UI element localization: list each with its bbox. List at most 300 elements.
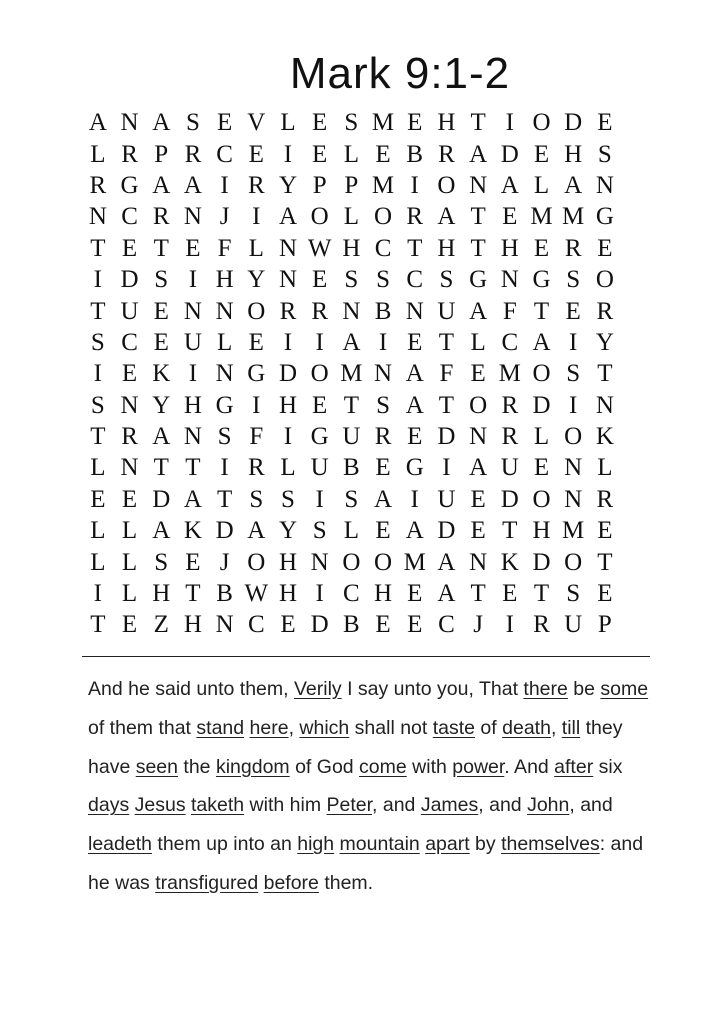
grid-cell[interactable]: A (437, 203, 456, 231)
grid-cell[interactable]: R (406, 203, 424, 231)
grid-cell[interactable]: T (90, 423, 106, 451)
grid-cell[interactable]: H (183, 391, 202, 419)
grid-cell[interactable]: M (403, 548, 426, 576)
grid-cell[interactable]: B (343, 454, 360, 482)
grid-cell[interactable]: I (505, 109, 514, 137)
grid-cell[interactable]: E (90, 485, 106, 513)
grid-cell[interactable]: R (311, 297, 328, 325)
grid-cell[interactable]: N (183, 423, 202, 451)
grid-cell[interactable]: L (90, 454, 106, 482)
grid-cell[interactable]: L (248, 234, 264, 262)
grid-cell[interactable]: L (216, 328, 233, 356)
grid-cell[interactable]: D (437, 517, 456, 545)
grid-cell[interactable]: S (439, 266, 454, 294)
grid-cell[interactable]: H (183, 611, 202, 639)
grid-cell[interactable]: C (374, 234, 392, 262)
grid-cell[interactable]: R (596, 297, 614, 325)
grid-cell[interactable]: L (533, 423, 550, 451)
grid-cell[interactable]: E (375, 611, 391, 639)
grid-cell[interactable]: L (533, 171, 550, 199)
grid-cell[interactable]: H (278, 580, 297, 608)
grid-cell[interactable]: E (502, 580, 518, 608)
grid-cell[interactable]: O (374, 548, 393, 576)
grid-cell[interactable]: S (566, 580, 581, 608)
grid-cell[interactable]: J (473, 611, 483, 639)
grid-cell[interactable]: S (566, 266, 581, 294)
grid-cell[interactable]: S (566, 360, 581, 388)
grid-cell[interactable]: N (342, 297, 361, 325)
grid-cell[interactable]: A (469, 140, 488, 168)
grid-cell[interactable]: G (532, 266, 551, 294)
grid-cell[interactable]: C (121, 328, 138, 356)
grid-cell[interactable]: S (185, 109, 200, 137)
grid-cell[interactable]: I (568, 328, 578, 356)
grid-cell[interactable]: R (438, 140, 455, 168)
grid-cell[interactable]: G (120, 171, 139, 199)
grid-cell[interactable]: E (248, 140, 264, 168)
grid-cell[interactable]: A (342, 328, 361, 356)
grid-cell[interactable]: A (152, 423, 171, 451)
grid-cell[interactable]: E (185, 548, 201, 576)
grid-cell[interactable]: C (438, 611, 455, 639)
grid-cell[interactable]: H (532, 517, 551, 545)
grid-cell[interactable]: D (310, 611, 329, 639)
grid-cell[interactable]: S (217, 423, 232, 451)
grid-cell[interactable]: A (405, 517, 424, 545)
grid-cell[interactable]: H (374, 580, 393, 608)
grid-cell[interactable]: T (185, 580, 201, 608)
grid-cell[interactable]: R (596, 485, 614, 513)
grid-cell[interactable]: I (93, 580, 102, 608)
grid-cell[interactable]: N (469, 171, 488, 199)
grid-cell[interactable]: T (407, 234, 423, 262)
grid-cell[interactable]: S (312, 517, 327, 545)
grid-cell[interactable]: A (437, 580, 456, 608)
grid-cell[interactable]: E (216, 109, 233, 137)
grid-cell[interactable]: S (90, 391, 105, 419)
grid-cell[interactable]: E (375, 517, 391, 545)
grid-cell[interactable]: N (215, 360, 234, 388)
grid-cell[interactable]: I (283, 328, 293, 356)
grid-cell[interactable]: D (152, 485, 171, 513)
grid-cell[interactable]: N (183, 203, 202, 231)
grid-cell[interactable]: E (470, 360, 486, 388)
grid-cell[interactable]: W (307, 234, 332, 262)
grid-cell[interactable]: E (597, 517, 613, 545)
grid-cell[interactable]: O (374, 203, 393, 231)
grid-cell[interactable]: S (90, 328, 105, 356)
grid-cell[interactable]: R (501, 423, 519, 451)
grid-row (82, 295, 652, 326)
grid-cell[interactable]: T (470, 580, 486, 608)
grid-cell[interactable]: O (532, 485, 551, 513)
grid-cell[interactable]: L (121, 548, 138, 576)
grid-cell[interactable]: M (371, 171, 395, 199)
grid-cell[interactable]: F (439, 360, 454, 388)
grid-cell[interactable]: N (595, 171, 614, 199)
grid-cell[interactable]: T (185, 454, 201, 482)
grid-cell[interactable]: W (244, 580, 269, 608)
grid-cell[interactable]: T (438, 391, 455, 419)
grid-cell[interactable]: A (88, 109, 107, 137)
grid-cell[interactable]: B (374, 297, 392, 325)
grid-cell[interactable]: H (215, 266, 234, 294)
grid-cell[interactable]: O (437, 171, 456, 199)
grid-cell[interactable]: T (533, 297, 550, 325)
grid-cell[interactable]: H (278, 548, 297, 576)
grid-cell[interactable]: Y (278, 517, 297, 545)
grid-cell[interactable]: A (469, 454, 488, 482)
grid-cell[interactable]: L (90, 548, 106, 576)
grid-cell[interactable]: M (340, 360, 363, 388)
grid-cell[interactable]: E (533, 234, 550, 262)
grid-cell[interactable]: O (564, 423, 583, 451)
grid-cell[interactable]: E (121, 234, 138, 262)
grid-cell[interactable]: E (121, 485, 138, 513)
grid-cell[interactable]: T (470, 203, 486, 231)
grid-cell[interactable]: D (532, 548, 551, 576)
grid-cell[interactable]: E (533, 140, 550, 168)
grid-cell[interactable]: M (562, 517, 585, 545)
grid-cell[interactable]: T (153, 234, 169, 262)
grid-cell[interactable]: E (312, 140, 328, 168)
grid-cell[interactable]: I (410, 485, 419, 513)
grid-cell[interactable]: D (564, 109, 583, 137)
grid-cell[interactable]: Z (153, 611, 169, 639)
grid-cell[interactable]: O (532, 109, 551, 137)
hidden-word: kingdom (215, 755, 290, 778)
grid-cell[interactable]: L (597, 454, 613, 482)
grid-cell[interactable]: Y (152, 391, 171, 419)
grid-cell[interactable]: D (500, 140, 519, 168)
grid-cell[interactable]: I (315, 580, 324, 608)
grid-cell[interactable]: E (280, 611, 296, 639)
grid-cell[interactable]: H (278, 391, 297, 419)
grid-cell[interactable]: C (406, 266, 424, 294)
grid-cell[interactable]: U (183, 328, 202, 356)
grid-cell[interactable]: U (120, 297, 139, 325)
grid-cell[interactable]: T (533, 580, 550, 608)
grid-cell[interactable]: K (183, 517, 202, 545)
grid-cell[interactable]: O (310, 203, 329, 231)
grid-cell[interactable]: N (405, 297, 424, 325)
grid-cell[interactable]: E (185, 234, 201, 262)
grid-cell[interactable]: R (501, 391, 519, 419)
grid-cell[interactable]: E (407, 328, 423, 356)
grid-cell[interactable]: M (498, 360, 521, 388)
grid-cell[interactable]: O (564, 548, 583, 576)
grid-cell[interactable]: M (562, 203, 585, 231)
grid-cell[interactable]: D (437, 423, 456, 451)
grid-cell[interactable]: I (188, 360, 198, 388)
grid-cell[interactable]: E (153, 328, 169, 356)
grid-cell[interactable]: M (530, 203, 553, 231)
grid-cell[interactable]: D (215, 517, 234, 545)
grid-cell[interactable]: R (247, 454, 265, 482)
grid-cell[interactable]: F (502, 297, 517, 325)
grid-cell[interactable]: I (315, 485, 324, 513)
grid-cell[interactable]: E (407, 580, 423, 608)
grid-cell[interactable]: K (152, 360, 171, 388)
grid-cell[interactable]: E (407, 423, 423, 451)
grid-cell[interactable]: R (533, 611, 550, 639)
grid-cell[interactable]: E (375, 454, 391, 482)
grid-cell[interactable]: I (568, 391, 578, 419)
hidden-word: apart (425, 833, 470, 856)
grid-cell[interactable]: S (344, 109, 359, 137)
grid-cell[interactable]: O (247, 548, 266, 576)
grid-cell[interactable]: E (533, 454, 550, 482)
grid-cell[interactable]: H (437, 109, 456, 137)
grid-cell[interactable]: N (469, 548, 488, 576)
grid-cell[interactable]: T (90, 611, 106, 639)
grid-row (82, 390, 652, 421)
grid-cell[interactable]: T (343, 391, 359, 419)
grid-cell[interactable]: G (405, 454, 424, 482)
grid-cell[interactable]: R (374, 423, 392, 451)
grid-cell[interactable]: I (220, 171, 229, 199)
grid-cell[interactable]: R (184, 140, 202, 168)
hidden-word: mountain (339, 833, 420, 856)
grid-cell[interactable]: R (121, 423, 138, 451)
grid-cell[interactable]: R (152, 203, 170, 231)
grid-cell[interactable]: O (342, 548, 361, 576)
grid-cell[interactable]: U (500, 454, 519, 482)
grid-cell[interactable]: N (469, 423, 488, 451)
grid-cell[interactable]: P (312, 171, 327, 199)
grid-cell[interactable]: T (438, 328, 455, 356)
grid-cell[interactable]: O (247, 297, 266, 325)
grid-cell[interactable]: E (375, 140, 391, 168)
grid-cell[interactable]: K (595, 423, 614, 451)
grid-cell[interactable]: L (280, 454, 296, 482)
grid-cell[interactable]: A (374, 485, 393, 513)
grid-cell[interactable]: E (153, 297, 169, 325)
grid-cell[interactable]: U (437, 485, 456, 513)
grid-cell[interactable]: A (405, 391, 424, 419)
grid-cell[interactable]: A (437, 548, 456, 576)
grid-cell[interactable]: N (374, 360, 393, 388)
grid-cell[interactable]: I (410, 171, 419, 199)
grid-cell[interactable]: H (500, 234, 519, 262)
grid-cell[interactable]: I (252, 203, 261, 231)
grid-cell[interactable]: L (343, 517, 359, 545)
grid-cell[interactable]: T (153, 454, 169, 482)
grid-cell[interactable]: F (217, 234, 232, 262)
passage-text: the (178, 755, 216, 778)
grid-cell[interactable]: T (597, 548, 613, 576)
grid-cell[interactable]: I (188, 266, 198, 294)
grid-cell[interactable]: H (564, 140, 583, 168)
grid-cell[interactable]: L (470, 328, 486, 356)
grid-cell[interactable]: E (470, 485, 486, 513)
grid-cell[interactable]: I (442, 454, 451, 482)
grid-cell[interactable]: I (283, 140, 293, 168)
grid-cell[interactable]: U (564, 611, 583, 639)
grid-cell[interactable]: E (597, 234, 613, 262)
grid-cell[interactable]: A (500, 171, 519, 199)
grid-cell[interactable]: L (343, 203, 359, 231)
grid-cell[interactable]: A (532, 328, 551, 356)
grid-cell[interactable]: D (120, 266, 139, 294)
grid-cell[interactable]: A (469, 297, 488, 325)
passage-text: And he said unto them, (88, 678, 294, 700)
grid-cell[interactable]: D (532, 391, 551, 419)
letter-grid[interactable] (82, 107, 652, 641)
grid-cell[interactable]: B (343, 611, 360, 639)
grid-cell[interactable]: R (89, 171, 107, 199)
grid-cell[interactable]: A (152, 171, 171, 199)
grid-cell[interactable]: E (121, 611, 138, 639)
grid-cell[interactable]: U (342, 423, 361, 451)
grid-cell[interactable]: O (469, 391, 488, 419)
grid-cell[interactable]: R (247, 171, 265, 199)
grid-cell[interactable]: K (500, 548, 519, 576)
grid-cell[interactable]: N (564, 485, 583, 513)
grid-cell[interactable]: Y (595, 328, 614, 356)
grid-cell[interactable]: L (280, 109, 296, 137)
grid-cell[interactable]: G (310, 423, 329, 451)
grid-cell[interactable]: D (278, 360, 297, 388)
grid-cell[interactable]: S (281, 485, 295, 513)
grid-cell[interactable]: L (90, 140, 106, 168)
grid-cell[interactable]: J (219, 548, 230, 576)
grid-cell[interactable]: N (88, 203, 107, 231)
grid-cell[interactable]: E (248, 328, 264, 356)
grid-cell[interactable]: O (532, 360, 551, 388)
grid-cell[interactable]: T (90, 234, 106, 262)
grid-cell[interactable]: L (121, 517, 138, 545)
grid-cell[interactable]: A (247, 517, 266, 545)
grid-cell[interactable]: L (343, 140, 359, 168)
grid-cell[interactable]: S (154, 548, 169, 576)
grid-cell[interactable]: B (406, 140, 424, 168)
passage-text: of (475, 716, 503, 739)
grid-cell[interactable]: I (378, 328, 388, 356)
grid-cell[interactable]: N (215, 297, 234, 325)
grid-cell[interactable]: G (469, 266, 488, 294)
grid-cell[interactable]: A (405, 360, 424, 388)
grid-cell[interactable]: C (343, 580, 360, 608)
grid-cell[interactable]: A (183, 485, 202, 513)
grid-cell[interactable]: E (312, 266, 328, 294)
grid-cell[interactable]: N (120, 109, 139, 137)
grid-cell[interactable]: E (121, 360, 138, 388)
grid-cell[interactable]: H (437, 234, 456, 262)
grid-cell[interactable]: S (597, 140, 612, 168)
grid-cell[interactable]: T (470, 109, 486, 137)
grid-cell[interactable]: U (437, 297, 456, 325)
grid-cell[interactable]: G (247, 360, 266, 388)
grid-cell[interactable]: J (219, 203, 230, 231)
grid-cell[interactable]: A (564, 171, 583, 199)
grid-cell[interactable]: E (312, 109, 328, 137)
grid-cell[interactable]: N (278, 234, 297, 262)
grid-cell[interactable]: S (154, 266, 169, 294)
grid-cell[interactable]: N (500, 266, 519, 294)
grid-cell[interactable]: N (120, 454, 139, 482)
grid-cell[interactable]: D (500, 485, 519, 513)
grid-cell[interactable]: S (376, 266, 390, 294)
grid-cell[interactable]: N (183, 297, 202, 325)
grid-cell[interactable]: E (597, 580, 613, 608)
grid-cell[interactable]: H (152, 580, 171, 608)
grid-cell[interactable]: C (501, 328, 519, 356)
grid-cell[interactable]: A (152, 109, 171, 137)
grid-cell[interactable]: I (283, 423, 293, 451)
grid-cell[interactable]: N (564, 454, 583, 482)
grid-cell[interactable]: R (279, 297, 297, 325)
grid-cell[interactable]: A (278, 203, 297, 231)
grid-cell[interactable]: E (502, 203, 518, 231)
grid-cell[interactable]: S (344, 266, 359, 294)
grid-cell[interactable]: T (216, 485, 233, 513)
grid-cell[interactable]: I (93, 360, 102, 388)
grid-cell[interactable]: G (215, 391, 234, 419)
grid-cell[interactable]: E (565, 297, 581, 325)
grid-cell[interactable]: A (152, 517, 171, 545)
grid-cell[interactable]: F (249, 423, 264, 451)
grid-cell[interactable]: I (315, 328, 324, 356)
grid-cell[interactable]: A (183, 171, 202, 199)
grid-cell[interactable]: R (564, 234, 582, 262)
grid-cell[interactable]: N (278, 266, 297, 294)
grid-cell[interactable]: E (312, 391, 328, 419)
grid-cell[interactable]: C (247, 611, 265, 639)
grid-cell[interactable]: E (470, 517, 486, 545)
grid-cell[interactable]: U (310, 454, 329, 482)
grid-cell[interactable]: E (597, 109, 613, 137)
grid-cell[interactable]: G (595, 203, 614, 231)
grid-cell[interactable]: Y (278, 171, 297, 199)
grid-cell[interactable]: S (344, 485, 359, 513)
grid-cell[interactable]: I (505, 611, 514, 639)
grid-cell[interactable]: S (249, 485, 264, 513)
grid-cell[interactable]: N (215, 611, 234, 639)
grid-cell[interactable]: N (310, 548, 329, 576)
grid-cell[interactable]: B (216, 580, 233, 608)
passage-text: of them that (88, 716, 197, 739)
grid-cell[interactable]: T (502, 517, 518, 545)
grid-cell[interactable]: I (252, 391, 261, 419)
grid-cell[interactable]: P (597, 611, 612, 639)
grid-cell[interactable]: V (247, 109, 266, 137)
grid-cell[interactable]: N (595, 391, 614, 419)
grid-cell[interactable]: T (90, 297, 106, 325)
grid-cell[interactable]: T (470, 234, 486, 262)
grid-cell[interactable]: C (216, 140, 233, 168)
grid-cell[interactable]: S (376, 391, 390, 419)
grid-cell[interactable]: L (90, 517, 106, 545)
grid-cell[interactable]: N (120, 391, 139, 419)
grid-cell[interactable]: O (595, 266, 614, 294)
grid-cell[interactable]: H (342, 234, 361, 262)
grid-cell[interactable]: L (121, 580, 138, 608)
grid-cell[interactable]: Y (247, 266, 266, 294)
grid-cell[interactable]: P (154, 140, 169, 168)
grid-cell[interactable]: M (371, 109, 395, 137)
grid-cell[interactable]: R (121, 140, 138, 168)
grid-cell[interactable]: C (121, 203, 138, 231)
hidden-word: till (561, 716, 581, 739)
grid-cell[interactable]: I (220, 454, 229, 482)
grid-cell[interactable]: O (310, 360, 329, 388)
grid-cell[interactable]: E (407, 611, 423, 639)
grid-cell[interactable]: I (93, 266, 102, 294)
grid-cell[interactable]: T (597, 360, 613, 388)
grid-cell[interactable]: P (344, 171, 359, 199)
grid-cell[interactable]: E (407, 109, 423, 137)
